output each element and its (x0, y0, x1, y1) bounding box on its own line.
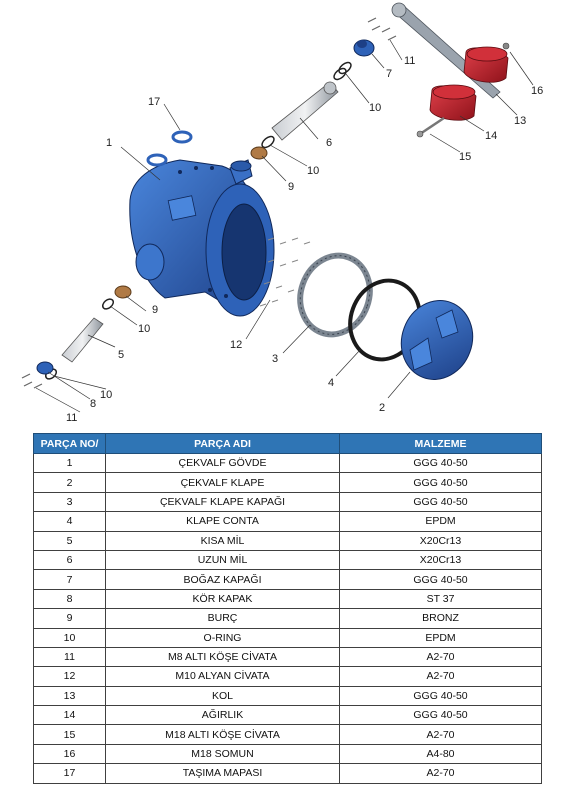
cell-part-name: M18 SOMUN (106, 744, 340, 763)
table-row (34, 706, 542, 725)
callout-12: 12 (230, 339, 243, 351)
cell-part-no: 4 (34, 512, 106, 531)
cell-part-no: 6 (34, 550, 106, 569)
table-row (34, 531, 542, 550)
cell-part-no: 16 (34, 744, 106, 763)
part-1-valve-body (130, 160, 274, 316)
callout-17: 17 (148, 96, 161, 108)
cell-material: GGG 40-50 (340, 473, 542, 492)
table-row (34, 686, 542, 705)
cell-material: A2-70 (340, 667, 542, 686)
table-row (34, 492, 542, 511)
cell-part-no: 5 (34, 531, 106, 550)
cell-material: BRONZ (340, 609, 542, 628)
cell-part-name: KISA MİL (106, 531, 340, 550)
cell-part-name: UZUN MİL (106, 550, 340, 569)
cell-part-name: BOĞAZ KAPAĞI (106, 570, 340, 589)
cell-part-no: 12 (34, 667, 106, 686)
callout-7: 7 (386, 68, 393, 80)
cell-part-name: KLAPE CONTA (106, 512, 340, 531)
cell-part-name: KÖR KAPAK (106, 589, 340, 608)
header-material: MALZEME (340, 434, 542, 454)
cell-material: A4-80 (340, 744, 542, 763)
cell-part-name: AĞIRLIK (106, 706, 340, 725)
cell-material: EPDM (340, 512, 542, 531)
callout-5: 5 (118, 349, 125, 361)
callout-9a: 9 (288, 181, 295, 193)
cell-part-name: O-RING (106, 628, 340, 647)
cell-part-name: M8 ALTI KÖŞE CİVATA (106, 647, 340, 666)
header-part-no: PARÇA NO/ (34, 434, 106, 454)
callout-9b: 9 (152, 304, 159, 316)
cell-part-name: M10 ALYAN CİVATA (106, 667, 340, 686)
cell-material: GGG 40-50 (340, 706, 542, 725)
cell-part-name: KOL (106, 686, 340, 705)
callout-16: 16 (531, 85, 544, 97)
cell-part-no: 10 (34, 628, 106, 647)
table-row (34, 512, 542, 531)
cell-material: A2-70 (340, 764, 542, 783)
part-17-lifting-eyes (148, 132, 191, 165)
callout-8: 8 (90, 398, 97, 410)
part-3-disc-cover-ring (289, 246, 380, 344)
table-row (34, 609, 542, 628)
table-row (34, 550, 542, 569)
table-row (34, 570, 542, 589)
table-row (34, 667, 542, 686)
cell-part-no: 1 (34, 454, 106, 473)
table-row (34, 628, 542, 647)
callout-1: 1 (106, 137, 113, 149)
cell-material: X20Cr13 (340, 550, 542, 569)
table-header-row (34, 434, 542, 454)
table-row (34, 589, 542, 608)
part-5-short-shaft (62, 318, 103, 362)
table-row (34, 764, 542, 783)
callout-14: 14 (485, 130, 498, 142)
callout-13: 13 (514, 115, 527, 127)
cell-part-no: 3 (34, 492, 106, 511)
cell-part-name: ÇEKVALF GÖVDE (106, 454, 340, 473)
cell-part-no: 8 (34, 589, 106, 608)
cell-material: GGG 40-50 (340, 492, 542, 511)
table-row (34, 454, 542, 473)
cell-part-name: ÇEKVALF KLAPE (106, 473, 340, 492)
cell-part-no: 7 (34, 570, 106, 589)
cell-material: GGG 40-50 (340, 570, 542, 589)
cell-part-name: M18 ALTI KÖŞE CİVATA (106, 725, 340, 744)
table-row (34, 744, 542, 763)
cell-material: GGG 40-50 (340, 686, 542, 705)
cell-part-no: 9 (34, 609, 106, 628)
part-weights (430, 47, 508, 120)
cell-material: GGG 40-50 (340, 454, 542, 473)
callout-3: 3 (272, 353, 279, 365)
cell-part-no: 17 (34, 764, 106, 783)
callout-10d: 10 (100, 389, 113, 401)
callout-10b: 10 (307, 165, 320, 177)
part-8-blind-cover (37, 362, 53, 374)
cell-part-name: ÇEKVALF KLAPE KAPAĞI (106, 492, 340, 511)
cell-part-no: 14 (34, 706, 106, 725)
table-row (34, 725, 542, 744)
cell-material: X20Cr13 (340, 531, 542, 550)
callout-6: 6 (326, 137, 333, 149)
callout-11b: 11 (66, 412, 78, 424)
cell-part-name: BURÇ (106, 609, 340, 628)
table-row (34, 473, 542, 492)
cell-part-no: 15 (34, 725, 106, 744)
part-2-disc (390, 290, 483, 389)
callout-15: 15 (459, 151, 472, 163)
callout-2: 2 (379, 402, 386, 414)
cell-part-no: 2 (34, 473, 106, 492)
cell-material: A2-70 (340, 725, 542, 744)
table-row (34, 647, 542, 666)
callout-10a: 10 (369, 102, 382, 114)
cell-material: EPDM (340, 628, 542, 647)
part-16-m18-nut (503, 43, 509, 49)
parts-table (33, 433, 542, 784)
header-part-name: PARÇA ADI (106, 434, 340, 454)
cell-part-no: 13 (34, 686, 106, 705)
cell-material: A2-70 (340, 647, 542, 666)
cell-part-name: TAŞIMA MAPASI (106, 764, 340, 783)
part-6-long-shaft (272, 82, 338, 140)
callout-11a: 11 (404, 55, 416, 67)
callout-4: 4 (328, 377, 335, 389)
callout-10c: 10 (138, 323, 151, 335)
cell-material: ST 37 (340, 589, 542, 608)
cell-part-no: 11 (34, 647, 106, 666)
part-7-neck-cover (354, 40, 374, 56)
